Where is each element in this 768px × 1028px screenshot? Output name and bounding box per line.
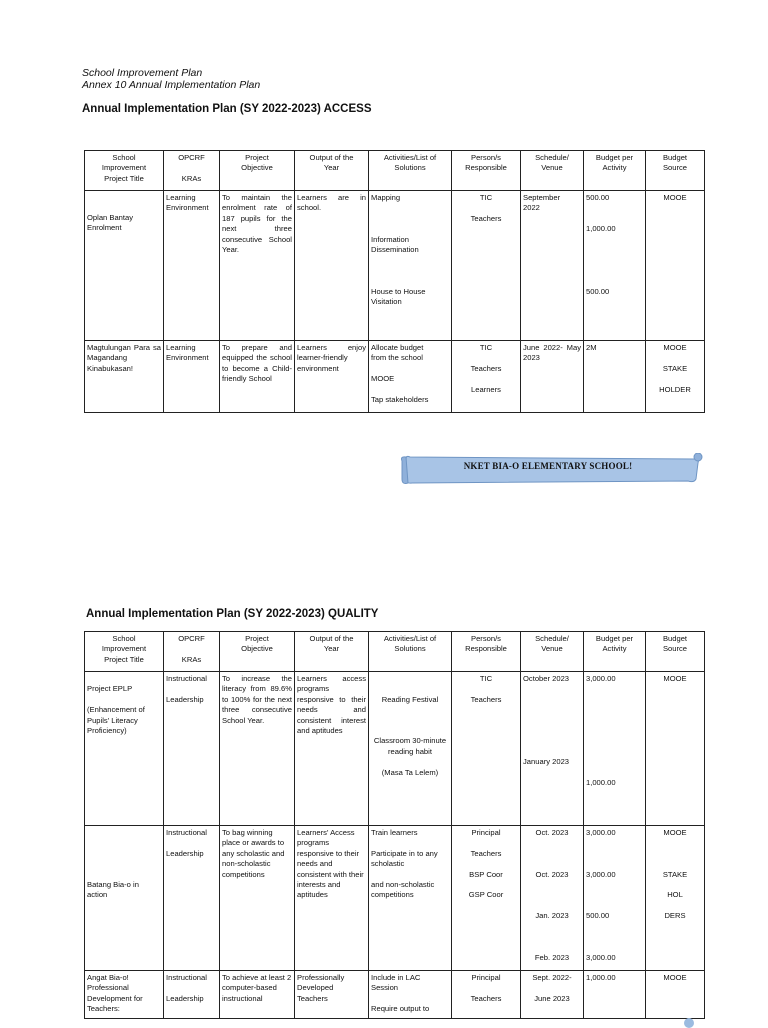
cell-source: MOOE STAKE HOLDER	[646, 341, 705, 413]
col-header-title: School Improvement Project Title	[85, 151, 164, 191]
cell-activities: Mapping Information Dissemination House to House Visitation	[369, 191, 452, 341]
quality-table	[84, 631, 705, 1019]
cell-kra: Learning Environment	[164, 191, 220, 341]
col-header-title: School Improvement Project Title	[85, 632, 164, 672]
cell-objective: To increase the literacy from 89.6% to 100% for the next three consecutive School Year.	[220, 672, 295, 826]
col-header-budget: Budget per Activity	[584, 151, 646, 191]
banner-text: NKET BIA-O ELEMENTARY SCHOOL!	[463, 461, 633, 471]
cell-source: MOOE	[646, 672, 705, 826]
cell-kra: Learning Environment	[164, 341, 220, 413]
access-table	[84, 150, 705, 413]
cell-title: Oplan Bantay Enrolment	[85, 191, 164, 341]
col-header-output: Output of the Year	[295, 151, 369, 191]
col-header-output: Output of the Year	[295, 632, 369, 672]
table-row	[85, 971, 705, 1019]
school-name-banner	[398, 453, 704, 485]
cell-budget: 3,000.00 3,000.00 500.00 3,000.00	[584, 826, 646, 971]
table-row	[85, 341, 705, 413]
cell-output: Professionally Developed Teachers	[295, 971, 369, 1019]
cell-output: Learners are in school.	[295, 191, 369, 341]
cell-output: Learners' Access programs responsive to their needs and consistent with their interests and aptitudes	[295, 826, 369, 971]
col-header-objective: Project Objective	[220, 151, 295, 191]
quality-header-row	[85, 632, 705, 672]
cell-persons: TIC Teachers	[452, 672, 521, 826]
cell-kra: Instructional Leadership	[164, 971, 220, 1019]
cell-budget: 3,000.00 1,000.00	[584, 672, 646, 826]
cell-objective: To achieve at least 2 computer-based instructional	[220, 971, 295, 1019]
cell-source: MOOE	[646, 971, 705, 1019]
cell-persons: Principal Teachers BSP Coor GSP Coor	[452, 826, 521, 971]
doc-header-line2: Annex 10 Annual Implementation Plan	[82, 79, 261, 91]
cell-source: MOOE STAKE HOL DERS	[646, 826, 705, 971]
cell-activities: Allocate budget from the school MOOE Tap stakeholders	[369, 341, 452, 413]
cell-schedule: Oct. 2023 Oct. 2023 Jan. 2023 Feb. 2023	[521, 826, 584, 971]
page-corner-marker	[684, 1018, 694, 1028]
cell-title: Project EPLP (Enhancement of Pupils' Literacy Proficiency)	[85, 672, 164, 826]
cell-activities: Reading Festival Classroom 30-minute reading habit (Masa Ta Lelem)	[369, 672, 452, 826]
cell-title: Angat Bia-o! Professional Development for Teachers:	[85, 971, 164, 1019]
cell-activities: Include in LAC Session Require output to	[369, 971, 452, 1019]
cell-title: Magtulungan Para sa Magandang Kinabukasan!	[85, 341, 164, 413]
col-header-persons: Person/s Responsible	[452, 632, 521, 672]
cell-kra: Instructional Leadership	[164, 826, 220, 971]
cell-source: MOOE	[646, 191, 705, 341]
table-row	[85, 826, 705, 971]
table-row	[85, 191, 705, 341]
col-header-kra: OPCRF KRAs	[164, 151, 220, 191]
cell-output: Learners access programs responsive to their needs and consistent interest and aptitudes	[295, 672, 369, 826]
cell-budget: 1,000.00	[584, 971, 646, 1019]
col-header-source: Budget Source	[646, 151, 705, 191]
cell-schedule: Sept. 2022- June 2023	[521, 971, 584, 1019]
col-header-objective: Project Objective	[220, 632, 295, 672]
cell-objective: To maintain the enrolment rate of 187 pupils for the next three consecutive School Year.	[220, 191, 295, 341]
cell-title: Batang Bia-o in action	[85, 826, 164, 971]
col-header-kra: OPCRF KRAs	[164, 632, 220, 672]
access-header-row	[85, 151, 705, 191]
cell-output: Learners enjoy learner-friendly environment	[295, 341, 369, 413]
col-header-budget: Budget per Activity	[584, 632, 646, 672]
col-header-activities: Activities/List of Solutions	[369, 632, 452, 672]
cell-objective: To bag winning place or awards to any scholastic and non-scholastic competitions	[220, 826, 295, 971]
col-header-schedule: Schedule/ Venue	[521, 632, 584, 672]
cell-schedule: September 2022	[521, 191, 584, 341]
cell-objective: To prepare and equipped the school to become a Child-friendly School	[220, 341, 295, 413]
cell-schedule: October 2023 January 2023	[521, 672, 584, 826]
cell-persons: TIC Teachers Learners	[452, 341, 521, 413]
quality-section-title: Annual Implementation Plan (SY 2022-2023) QUALITY	[86, 608, 379, 620]
access-section-title: Annual Implementation Plan (SY 2022-2023) ACCESS	[82, 103, 372, 115]
cell-schedule: June 2022- May 2023	[521, 341, 584, 413]
cell-budget: 500.00 1,000.00 500.00	[584, 191, 646, 341]
col-header-activities: Activities/List of Solutions	[369, 151, 452, 191]
cell-kra: Instructional Leadership	[164, 672, 220, 826]
cell-persons: TIC Teachers	[452, 191, 521, 341]
table-row	[85, 672, 705, 826]
doc-header-line1: School Improvement Plan	[82, 67, 203, 79]
cell-activities: Train learners Participate in to any scholastic and non-scholastic competitions	[369, 826, 452, 971]
cell-persons: Principal Teachers	[452, 971, 521, 1019]
col-header-source: Budget Source	[646, 632, 705, 672]
col-header-persons: Person/s Responsible	[452, 151, 521, 191]
cell-budget: 2M	[584, 341, 646, 413]
col-header-schedule: Schedule/ Venue	[521, 151, 584, 191]
